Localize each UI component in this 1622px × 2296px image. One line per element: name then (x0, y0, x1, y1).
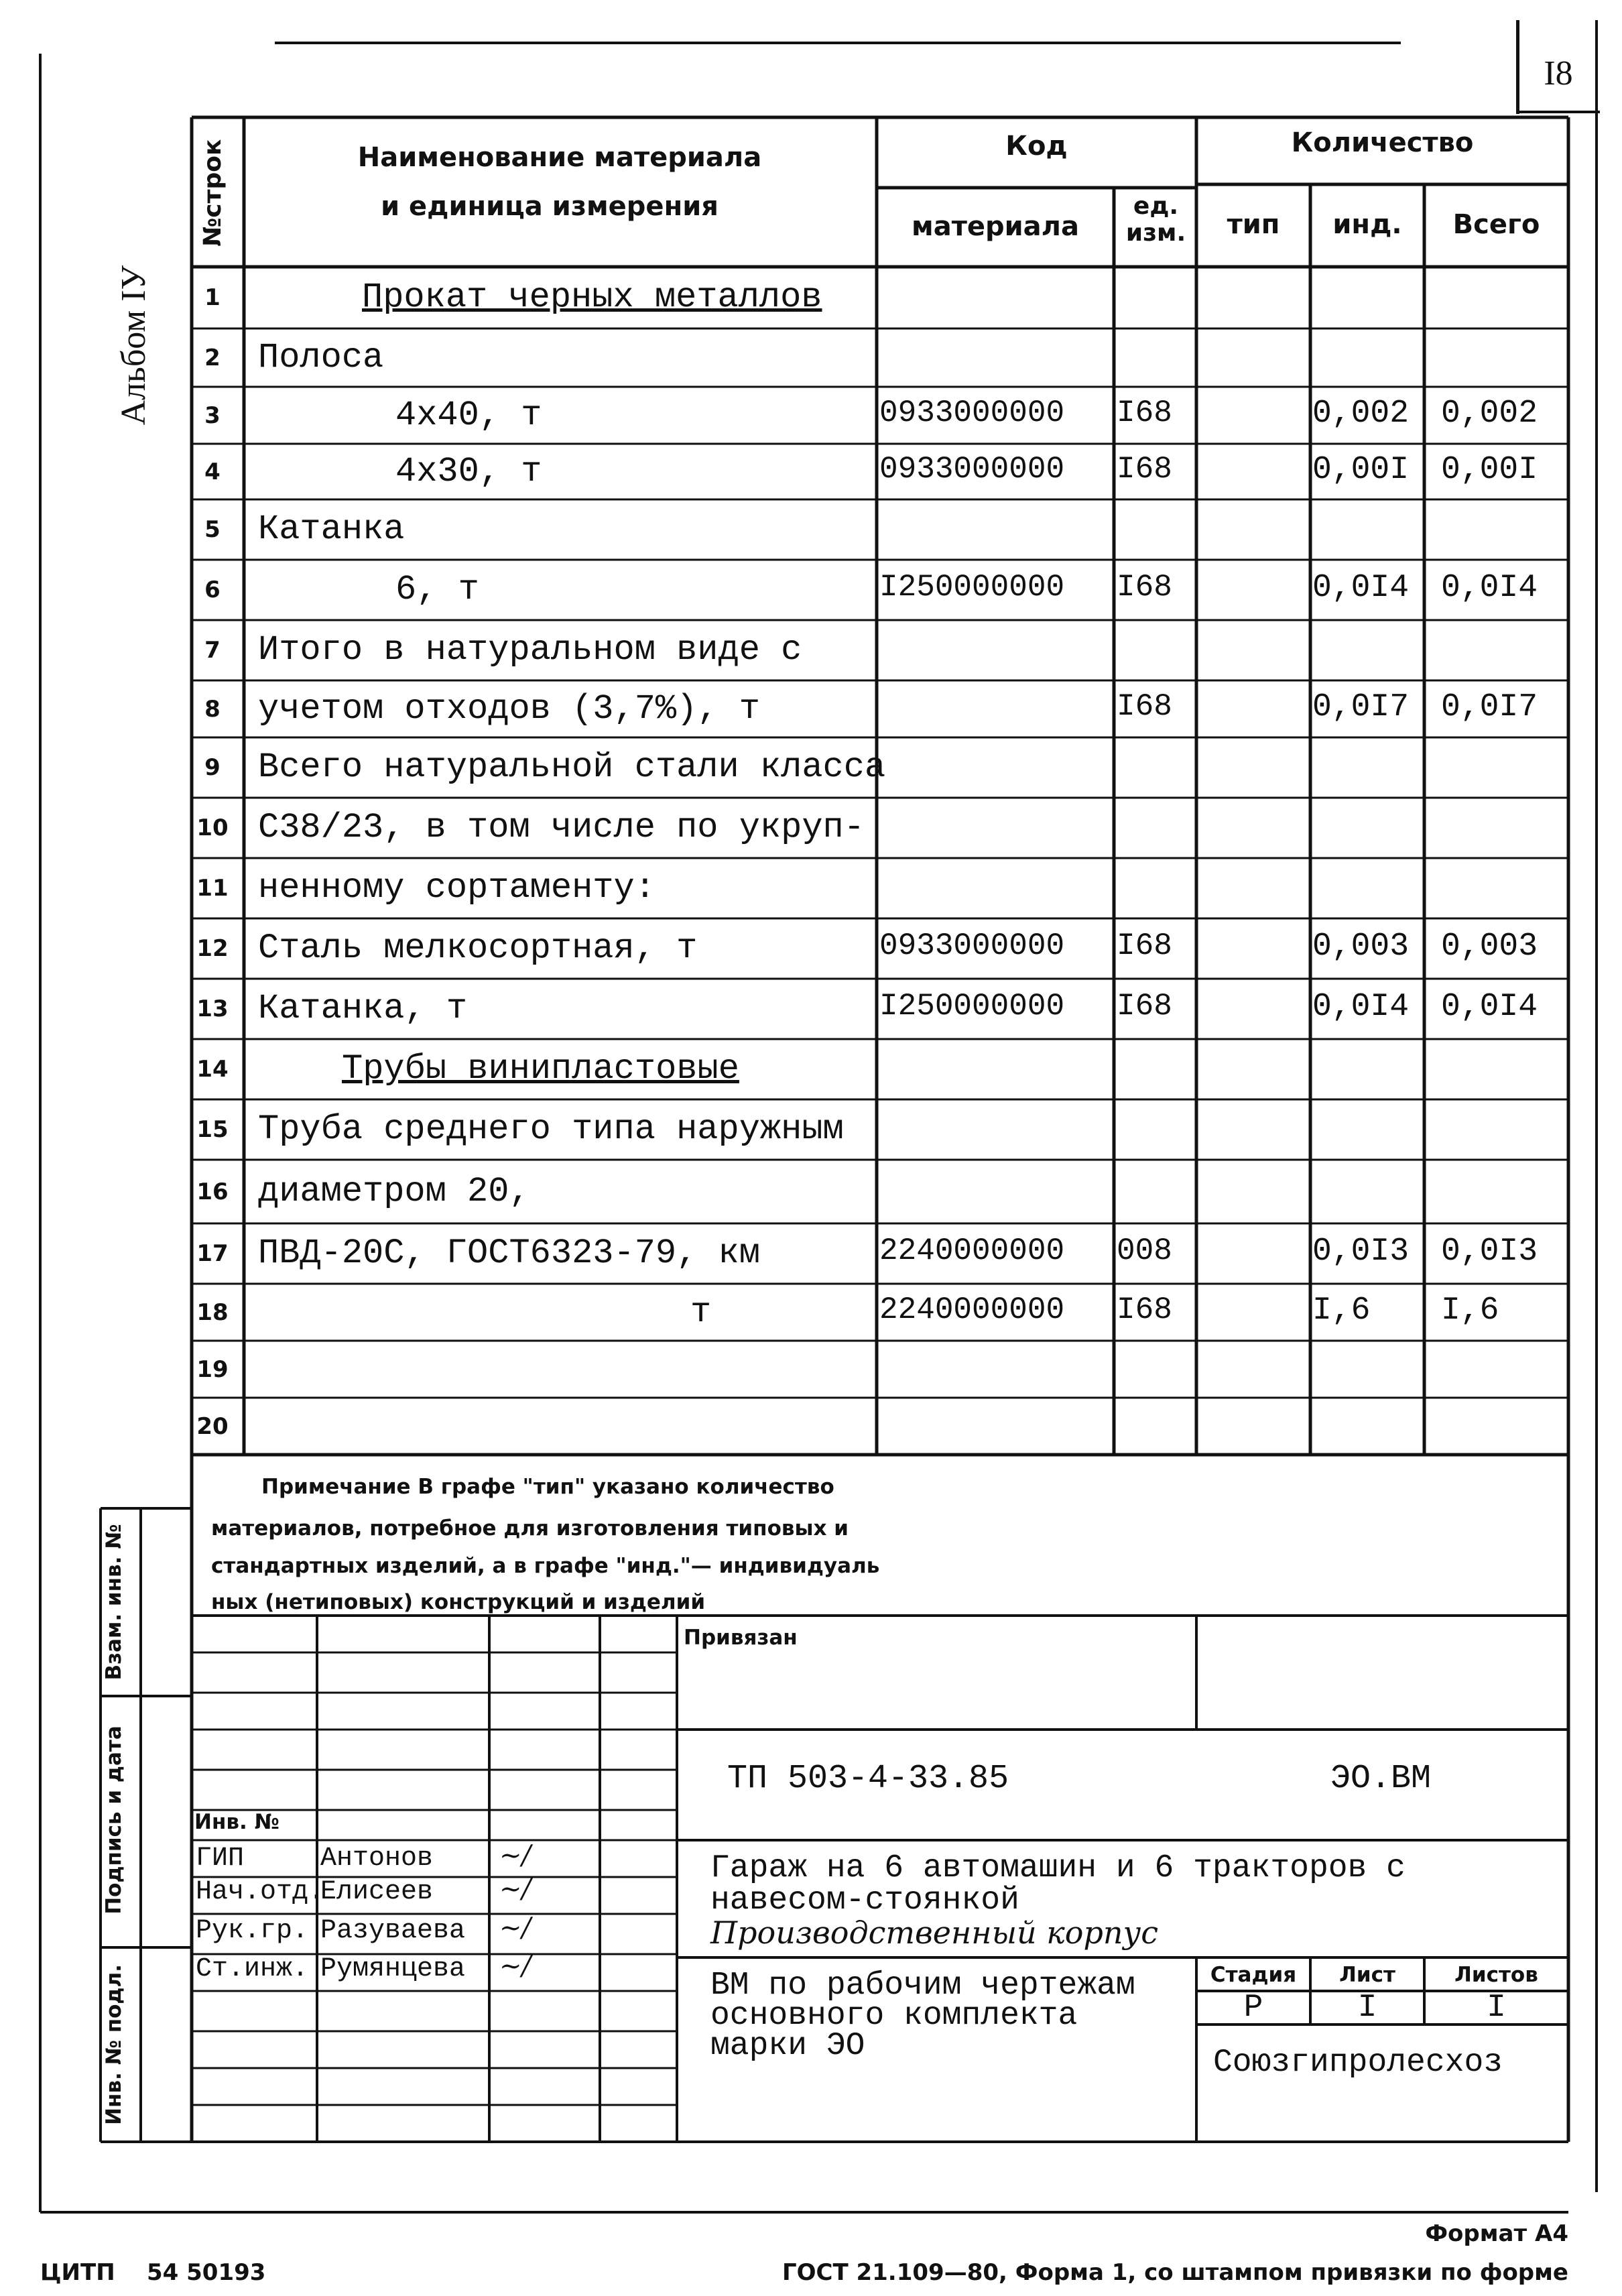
title-line3: Производственный корпус (710, 1915, 1158, 1951)
signer-role: Рук.гр. (196, 1916, 309, 1946)
row-unit: I68 (1117, 451, 1172, 487)
footer-format: Формат А4 (1425, 2220, 1568, 2247)
signer-name: Елисеев (320, 1877, 434, 1907)
row-number: 11 (196, 875, 229, 902)
row-number: 18 (196, 1298, 229, 1326)
row-code: 2240000000 (879, 1233, 1065, 1268)
row-name: С38/23, в том числе по укруп- (258, 808, 865, 847)
row-ind: 0,0I4 (1312, 570, 1410, 606)
row-total: 0,0I3 (1441, 1233, 1538, 1270)
row-ind: 0,003 (1312, 928, 1410, 965)
row-total: 0,00I (1441, 451, 1538, 488)
row-name: Трубы винипластовые (342, 1049, 739, 1089)
row-name: т (690, 1292, 712, 1332)
sheets-label: Листов (1454, 1963, 1538, 1987)
row-number: 14 (196, 1056, 229, 1083)
header-line-no: №строк (199, 139, 227, 247)
row-code: I250000000 (879, 989, 1065, 1024)
row-number: 7 (204, 637, 221, 664)
title-line1: Гараж на 6 автомашин и 6 тракторов с (710, 1850, 1406, 1886)
row-total: 0,0I7 (1441, 688, 1538, 725)
footer-left: ЦИТП 54 50193 (40, 2259, 266, 2286)
row-number: 4 (204, 458, 221, 485)
row-number: 12 (196, 935, 229, 962)
row-name: Катанка (258, 509, 405, 549)
row-number: 1 (204, 284, 221, 311)
sheet-title-line3: марки ЭО (710, 2028, 865, 2064)
header-qty-type: тип (1227, 209, 1280, 240)
row-number: 8 (204, 695, 221, 723)
stage-label: Стадия (1210, 1963, 1297, 1987)
header-qty-ind: инд. (1332, 209, 1402, 240)
row-name: ненному сортаменту: (258, 868, 656, 908)
row-total: 0,003 (1441, 928, 1538, 965)
row-number: 20 (196, 1412, 229, 1440)
privyazan-label: Привязан (684, 1626, 798, 1650)
row-total: 0,002 (1441, 395, 1538, 432)
doc-mark: ЭО.ВМ (1330, 1760, 1432, 1798)
row-ind: 0,00I (1312, 451, 1410, 488)
album-label: Альбом IУ (115, 265, 153, 426)
doc-code: ТП 503-4-33.85 (727, 1760, 1009, 1798)
header-code-unit: ед. изм. (1125, 192, 1186, 247)
signature-scribble: ~/ (499, 1913, 531, 1943)
sheet-title-line1: ВМ по рабочим чертежам (710, 1968, 1135, 2004)
signer-name: Антонов (320, 1844, 434, 1874)
row-number: 13 (196, 995, 229, 1022)
row-number: 10 (196, 814, 229, 841)
row-ind: 0,0I7 (1312, 688, 1410, 725)
stage-value: Р (1243, 1990, 1263, 2026)
header-qty-total: Всего (1452, 209, 1540, 240)
signature-scribble: ~/ (499, 1874, 531, 1905)
row-code: 0933000000 (879, 928, 1065, 963)
row-code: I250000000 (879, 570, 1065, 605)
row-unit: I68 (1117, 989, 1172, 1024)
note-line4: ных (нетиповых) конструкций и изделий (211, 1590, 706, 1614)
note-line3: стандартных изделий, а в графе "инд."— индивидуаль (211, 1554, 880, 1578)
signer-role: Нач.отд. (196, 1877, 325, 1907)
row-ind: 0,002 (1312, 395, 1410, 432)
row-number: 15 (196, 1116, 229, 1143)
row-code: 2240000000 (879, 1292, 1065, 1327)
header-code: Код (1005, 131, 1068, 162)
row-number: 16 (196, 1178, 229, 1205)
row-number: 9 (204, 754, 221, 781)
row-unit: 008 (1117, 1233, 1172, 1268)
row-code: 0933000000 (879, 451, 1065, 487)
row-ind: 0,0I4 (1312, 989, 1410, 1025)
row-number: 5 (204, 516, 221, 543)
row-unit: I68 (1117, 570, 1172, 605)
row-unit: I68 (1117, 395, 1172, 430)
row-unit: I68 (1117, 928, 1172, 963)
row-total: 0,0I4 (1441, 989, 1538, 1025)
row-name: 4х30, т (395, 451, 542, 491)
signer-role: ГИП (196, 1844, 245, 1874)
row-name: диаметром 20, (258, 1171, 530, 1211)
row-total: I,6 (1441, 1292, 1499, 1329)
sheet-label: Лист (1339, 1963, 1395, 1987)
signer-name: Румянцева (320, 1954, 466, 1984)
signer-name: Разуваева (320, 1916, 466, 1946)
row-name: Труба среднего типа наружным (258, 1109, 844, 1149)
row-total: 0,0I4 (1441, 570, 1538, 606)
row-unit: I68 (1117, 1292, 1172, 1327)
row-name: 4х40, т (395, 395, 542, 435)
sheet-value: I (1357, 1990, 1377, 2026)
row-name: Итого в натуральном виде с (258, 630, 802, 670)
sheet-title-line2: основного комплекта (710, 1998, 1078, 2034)
sheets-value: I (1487, 1990, 1506, 2026)
sheet-number: I8 (1544, 54, 1573, 93)
row-name: Прокат черных металлов (362, 278, 822, 317)
side-label-inv-podl: Инв. № подл. (102, 1964, 126, 2125)
header-name-line2: и единица измерения (381, 191, 719, 222)
header-quantity: Количество (1291, 127, 1474, 158)
note-line2: материалов, потребное для изготовления типовых и (211, 1516, 849, 1540)
row-unit: I68 (1117, 688, 1172, 724)
row-name: ПВД-20С, ГОСТ6323-79, км (258, 1233, 760, 1273)
row-number: 6 (204, 577, 221, 603)
row-number: 19 (196, 1355, 229, 1383)
signature-scribble: ~/ (499, 1840, 531, 1871)
organization: Союзгипролесхоз (1213, 2045, 1503, 2081)
inv-label: Инв. № (194, 1810, 279, 1834)
header-name-line1: Наименование материала (357, 142, 762, 173)
row-number: 3 (204, 402, 221, 429)
header-code-material: материала (912, 211, 1079, 242)
footer-right: ГОСТ 21.109—80, Форма 1, со штампом привязки по форме (782, 2259, 1568, 2286)
side-label-podp: Подпись и дата (102, 1726, 126, 1915)
row-number: 17 (196, 1240, 229, 1267)
row-name: Всего натуральной стали класса (258, 747, 886, 787)
side-label-vzam: Взам. инв. № (102, 1524, 126, 1681)
row-name: Катанка, т (258, 989, 468, 1028)
note-line1: Примечание В графе "тип" указано количество (261, 1475, 834, 1499)
row-ind: 0,0I3 (1312, 1233, 1410, 1270)
title-line2: навесом-стоянкой (710, 1882, 1019, 1919)
row-code: 0933000000 (879, 395, 1065, 430)
row-number: 2 (204, 344, 221, 371)
signer-role: Ст.инж. (196, 1954, 309, 1984)
row-name: учетом отходов (3,7%), т (258, 688, 760, 729)
signature-scribble: ~/ (499, 1951, 531, 1982)
row-name: 6, т (395, 570, 479, 609)
row-name: Полоса (258, 337, 384, 377)
row-ind: I,6 (1312, 1292, 1371, 1329)
row-name: Сталь мелкосортная, т (258, 928, 698, 968)
